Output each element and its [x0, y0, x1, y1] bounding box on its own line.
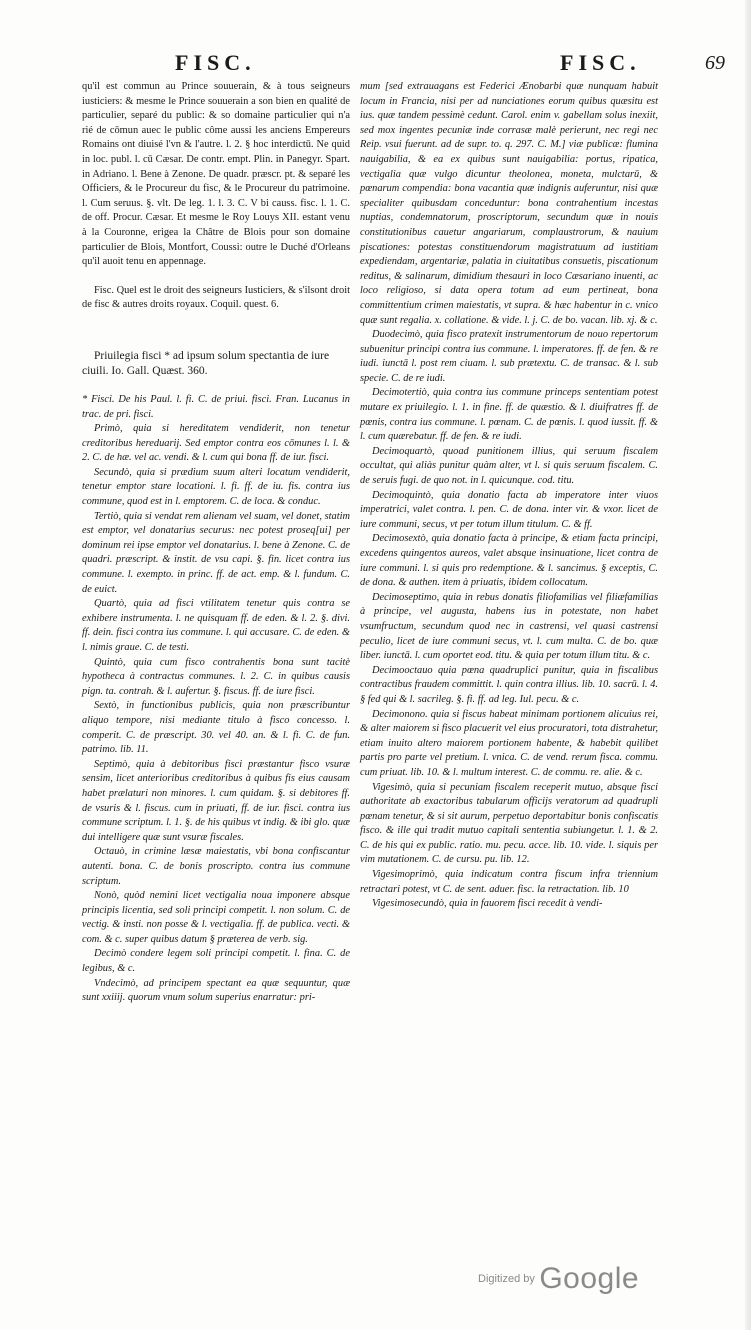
french-paragraph: Fisc. Quel est le droit des seigneurs Iusticiers, & s'ilsont droit de fisc & autres droits royaux. Coquil. quest. 6.	[82, 284, 350, 311]
digitization-watermark	[478, 1262, 639, 1296]
privilege-paragraph: Tertiò, quia si vendat rem alienam vel suam, vel donet, statim est emptor, vel donatarius securus: nec potest proseq[ui] per dominum rei ipse emptor vel donatarius. l. bene à Zenone. C. de quadri. præscript. & instit. de vsu capi. §. fin. licet contra ius commune. l. exempto. in princ. ff. de act. emp. & l. fundum. C. de euict.	[82, 510, 350, 595]
section-title: Priuilegia fisci * ad ipsum solum spectantia de iure ciuili. Io. Gall. Quæst. 360.	[82, 349, 330, 377]
privilege-paragraph: Quintò, quia cum fisco contrahentis bona sunt tacitè hypotheca à contractus communes. l. 2. C. in quibus causis pign. ta. contrah. & l. aufertur. §. fiscus. ff. de iure fisci.	[82, 656, 350, 697]
privilege-paragraph: Decimoquartò, quoad punitionem illius, qui seruum fiscalem occultat, qui aliàs punitur quàm alter, vt l. si quis seruum fiscalem. C. de seruis fugi. de quo not. in l. quicunque. cod. titu.	[360, 445, 658, 487]
footnote: * Fisci. De his Paul. l. fi. C. de priui. fisci. Fran. Lucanus in trac. de pri. fisci.	[82, 393, 350, 420]
privilege-paragraph: Decimò condere legem soli principi competit. l. fina. C. de legibus, & c.	[82, 948, 350, 975]
privilege-paragraph: Secundò, quia si prædium suum alteri locatum vendiderit, tenetur emptor stare locationi. l. fi. ff. de iu. fis. contra ius commune, quod est in l. emptorem. C. de loca. & conduc.	[82, 466, 350, 508]
running-header-left: FISC.	[175, 50, 256, 75]
left-column	[82, 80, 350, 1006]
privilege-paragraph: Primò, quia si hereditatem vendiderit, non tenetur creditoribus hereduarij. Sed emptor contra eos cōmunes l. l. & 2. C. de hæ. vel ac. vendi. & l. cum qui bona ff. de iur. fisci.	[82, 423, 350, 464]
page-number: 69	[705, 52, 725, 74]
privilege-paragraph: Decimoquintò, quia donatio facta ab imperatore inter viuos imperatrici, valet contra. l. pen. C. de dona. inter vir. & vxor. licet de iure communi, secus, vt per totum illum titulum. C. & ff.	[360, 489, 658, 530]
privilege-paragraph: Decimonono. quia si fiscus habeat minimam portionem alicuius rei, & alter maiorem si fisco placuerit vel eius procuratori, tota distrahetur, etiam inuito altero maiorem portionem habente, & habebit quilibet partis pro parte vel pretium. l. vnica. C. de vend. rerum fisca. commu. cum priuat. lib. 10. & l. multum interest. C. de commu. re. alie. & c.	[360, 708, 658, 778]
privilege-paragraph: Decimosextò, quia donatio facta à principe, & etiam facta principi, excedens quingentos aureos, valet absque insinuatione, licet contra de iure communi. l. si quis pro redemptione. & l. sancimus. § exceptis, C. de dona. & authen. item à priuatis, ibidem collocatum.	[360, 533, 658, 589]
privilege-paragraph: Septimò, quia à debitoribus fisci præstantur fisco vsuræ sensim, licet anterioribus creditoribus à quibus fis eius causam habet prælaturi non minores. l. cum quidam. §. si debitores ff. de vsuris & l. fiscus. cum in priuati, ff. de iur. fisci. contra ius commune scriptum. l. 1. §. de his quibus vt indig. & ibi glo. quæ dui intelligere quæ sunt vsuræ fiscales.	[82, 758, 350, 843]
google-logo: Google	[539, 1262, 640, 1295]
privilege-paragraph: Sextò, in functionibus publicis, quia non præscribuntur aliquo tempore, nisi mediante titulo à fisco concesso. l. comperit. C. de præscript. 30. vel 40. an. & l. fi. C. de fun. patrimo. lib. 11.	[82, 700, 350, 756]
privilege-paragraph: Duodecimò, quia fisco pratexit instrumentorum de nouo repertorum subuenitur principi contra ius commune. l. imperatores. ff. de fen. & re iudi. iunctā l. post rem ciuam. l. sub prætextu. C. de transac. & l. sub specie. C. de re iudi.	[360, 329, 658, 384]
privilege-paragraph: mum [sed extrauagans est Federici Ænobarbi quæ nunquam habuit locum in Francia, nisi per ad nunciationes eorum quibus quæsitu est ius. quæ tandem pessimè cedunt. Carol. enim v. gabellam solus inexiit, sed mox ingentes pecuniæ inde corrasæ malè perierunt, nec regi nec Reip. vsui fuerunt. ad de supr. to. q. 297. C. M.] viæ publicæ: flumina nauigabilia, & ea ex quibus sunt nauigabilia: portus, ripatica, vectigalia quæ vulgo dicuntur theolonea, moneta, mulctarū, & pœnarum compendia: bona vacantia quæ indignis auferuntur, nisi quæ specialiter quibusdam conceduntur: bona contrahentium incestas nuptias, condemnatorum, proscriptorum, secundum quæ in nouis constitutionibus cauetur angariarum, complaustrorum, & nauium piscationes: potestas constituendorum magistratuum ad iustitiam expediendam, argentariæ, palatia in ciuitatibus consuetis, piscationum reditus, & salinarum, dimidium thesauri in loco Cæsariano inuenti, ac loco religioso, si data opera totum ad eum pertineat, bona committentium crimen maiestatis, vt supra. & hæc habentur in c. vnico quæ sunt regalia. x. collatione. & vide. l. j. C. de bo. vacan. lib. xj. & c.	[360, 81, 658, 326]
privilege-paragraph: Nonò, quòd nemini licet vectigalia noua imponere absque principis licentia, sed soli principi competit. l. non solum. C. de vectig. & insti. non posse & l. vectigalia. ff. de publica. vecti. & com. & c. super quibus datum § præterea de verb. sig.	[82, 890, 350, 945]
privilege-paragraph: Quartò, quia ad fisci vtilitatem tenetur quis contra se exhibere instrumenta. l. ne quisquam ff. de eden. & l. 2. §. divi. ff. dein. fisci contra ius commune. l. qui accusare. C. de eden. & l. nimis graue. C. de testi.	[82, 598, 350, 653]
privilege-paragraph: Vigesimosecundò, quia in fauorem fisci recedit à vendi-	[372, 898, 603, 910]
page-edge	[745, 0, 751, 1330]
right-column	[360, 80, 658, 912]
privilege-paragraph: Vigesimoprimò, quia indicatum contra fiscum infra triennium retractari potest, vt C. de sent. aduer. fisc. la retractation. lib. 10	[360, 869, 658, 895]
privilege-paragraph: Octauò, in crimine læsæ maiestatis, vbi bona confiscantur autenti. bona. C. de bonis proscripto. contra ius commune scriptum.	[82, 846, 350, 887]
privilege-paragraph: Decimotertiò, quia contra ius commune princeps sententiam potest mutare ex priuilegio. l. 1. in fine. ff. de quæstio. & l. diuifratres ff. de pœnis, contra ius commune. l. pœnam. C. de pœnis. l. quod iussit. ff. & l. cum quærebatur. ff. de fen. & re iudi.	[360, 387, 658, 443]
running-header-right: FISC.	[560, 50, 641, 75]
digitized-by-label: Digitized by	[478, 1273, 535, 1285]
privilege-paragraph: Vndecimò, ad principem spectant ea quæ sequuntur, quæ sunt xxiiij. quorum vnum solum superius enarratur: pri-	[82, 977, 350, 1004]
privilege-paragraph: Decimoseptimo, quia in rebus donatis filiofamilias vel filiæfamilias à principe, vel augusta, habens ius in potestate, non habet vsumfructum, secundum quod nec in castrensi, vel quasi castrensi peculio, licet de iure communi secus, vt. l. cum multa. C. de bo. quæ liber. iunctā. l. cum oportet eod. titu. & quia per totum illum titu. & c.	[360, 591, 658, 662]
privilege-paragraph: Decimooctauo quia pœna quadruplici punitur, quia in fiscalibus contractibus fraudem committit. l. quin contra illius. lib. 10. sacrū. l. 4. § fed qui & l. sacrileg. §. fi. ff. ad leg. Iul. pecu. & c.	[360, 664, 658, 705]
privilege-paragraph: Vigesimò, quia si pecuniam fiscalem receperit mutuo, absque fisci authoritate ab exactoribus tabularum officijs veratorum ad quadrupli pœnam tenetur, & si sit aurum, perpetuo deportabitur bonis confiscatis fisco. & ille qui tradit mutuo capitali sententia subiungetur. l. 1. & 2. C. de his qui ex public. ratio. mu. pecu. acce. lib. 10. vide. l. siquis per vim mutationem. C. de cursu. pu. lib. 12.	[360, 781, 658, 866]
french-paragraph: qu'il est commun au Prince souuerain, & à tous seigneurs iusticiers: & mesme le Prince souuerain a son bien en qualité de particulier, separé du public: & so domaine particulier qui n'a rié de cōmun auec le public côme aussi les anciens Empereurs Romains ont diuisé l'vn & l'autre. l. 2. § hoc interdictū. Ne quid in loc. publ. l. cū Cæsar. De contr. empt. Plin. in Panegyr. Spart. in Adriano. l. Bene à Zenone. De quadr. præscr. pt. & separé les Officiers, & le Procureur du fisc, & le Procureur du patrimoine. l. Cum seruus. §. vlt. De leg. 1. l. 3. C. V bi causs. fisc. l. 1. C. de off. Procur. Cæsar. Et mesme le Roy Louys XII. estant venu à la Couronne, erigea la Châtre de Blois pour son domaine particulier de Blois, Montfort, Coussi: outre le Duché d'Orleans qu'il auoit tenu en appennage.	[82, 81, 350, 268]
